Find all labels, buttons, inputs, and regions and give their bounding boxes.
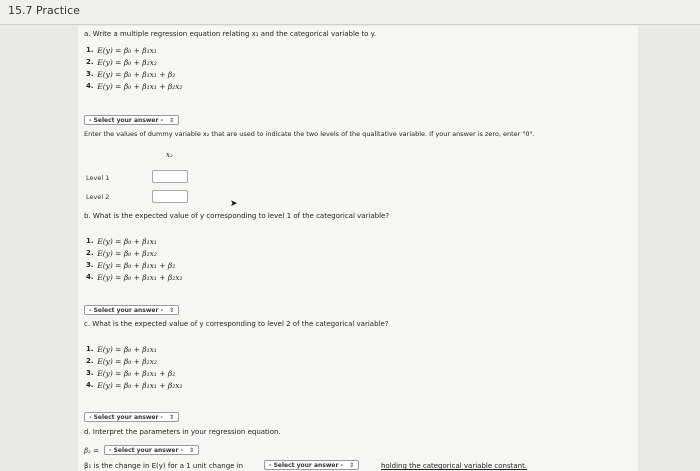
part-a-answer-select[interactable]: - Select your answer - ⇕: [84, 115, 179, 125]
chevron-updown-icon: ⇕: [349, 461, 355, 469]
level-2-input[interactable]: [152, 190, 188, 203]
part-c-options: [86, 343, 182, 391]
part-a-option-3: 3. E(y) = β₀ + β₁x₁ + β₂: [86, 69, 176, 79]
part-c-option-2: 2. E(y) = β₀ + β₂x₂: [86, 356, 157, 366]
dummy-instruction: Enter the values of dummy variable x₂ that are used to indicate the two levels of the qualitative variable. If your answer is zero, enter "0".: [84, 130, 535, 138]
question-panel: [78, 26, 638, 471]
part-a-option-2: 2. E(y) = β₀ + β₂x₂: [86, 57, 157, 67]
chevron-updown-icon: ⇕: [169, 116, 175, 124]
part-c-answer-select[interactable]: - Select your answer - ⇕: [84, 412, 179, 422]
part-b-answer-select[interactable]: - Select your answer - ⇕: [84, 305, 179, 315]
part-a-option-1: 1. E(y) = β₀ + β₁x₁: [86, 45, 157, 55]
level-1-input[interactable]: [152, 170, 188, 183]
dummy-column-label: x₂: [166, 151, 173, 159]
beta1-answer-select[interactable]: - Select your answer - ⇕: [264, 460, 359, 470]
chevron-updown-icon: ⇕: [169, 306, 175, 314]
part-c-option-3: 3. E(y) = β₀ + β₁x₁ + β₂: [86, 368, 176, 378]
beta1-suffix: holding the categorical variable constant.: [381, 462, 528, 470]
part-b-options: [86, 235, 182, 283]
part-b-option-4: 4. E(y) = β₀ + β₁x₁ + β₂x₂: [86, 272, 183, 282]
beta2-label: β₂ =: [84, 447, 99, 455]
page-title: 15.7 Practice: [8, 4, 80, 17]
part-b-option-2: 2. E(y) = β₀ + β₂x₂: [86, 248, 157, 258]
part-a-options: [86, 44, 182, 92]
part-a-option-4: 4. E(y) = β₀ + β₁x₁ + β₂x₂: [86, 81, 183, 91]
mouse-cursor-icon: ➤: [230, 199, 238, 209]
level-1-label: Level 1: [86, 174, 110, 182]
part-d-question: d. Interpret the parameters in your regression equation.: [84, 428, 281, 436]
part-a-question: a. Write a multiple regression equation relating x₁ and the categorical variable to y.: [84, 30, 377, 38]
part-b-question: b. What is the expected value of y corresponding to level 1 of the categorical variable?: [84, 212, 390, 220]
chevron-updown-icon: ⇕: [189, 446, 195, 454]
part-c-option-1: 1. E(y) = β₀ + β₁x₁: [86, 344, 157, 354]
title-bar: [0, 0, 700, 25]
level-2-label: Level 2: [86, 193, 110, 201]
part-c-option-4: 4. E(y) = β₀ + β₁x₁ + β₂x₂: [86, 380, 183, 390]
beta1-prefix: β₁ is the change in E(y) for a 1 unit change in: [84, 462, 244, 470]
part-b-option-3: 3. E(y) = β₀ + β₁x₁ + β₂: [86, 260, 176, 270]
chevron-updown-icon: ⇕: [169, 413, 175, 421]
beta2-answer-select[interactable]: - Select your answer - ⇕: [104, 445, 199, 455]
part-b-option-1: 1. E(y) = β₀ + β₁x₁: [86, 236, 157, 246]
part-c-question: c. What is the expected value of y corresponding to level 2 of the categorical variable?: [84, 320, 389, 328]
